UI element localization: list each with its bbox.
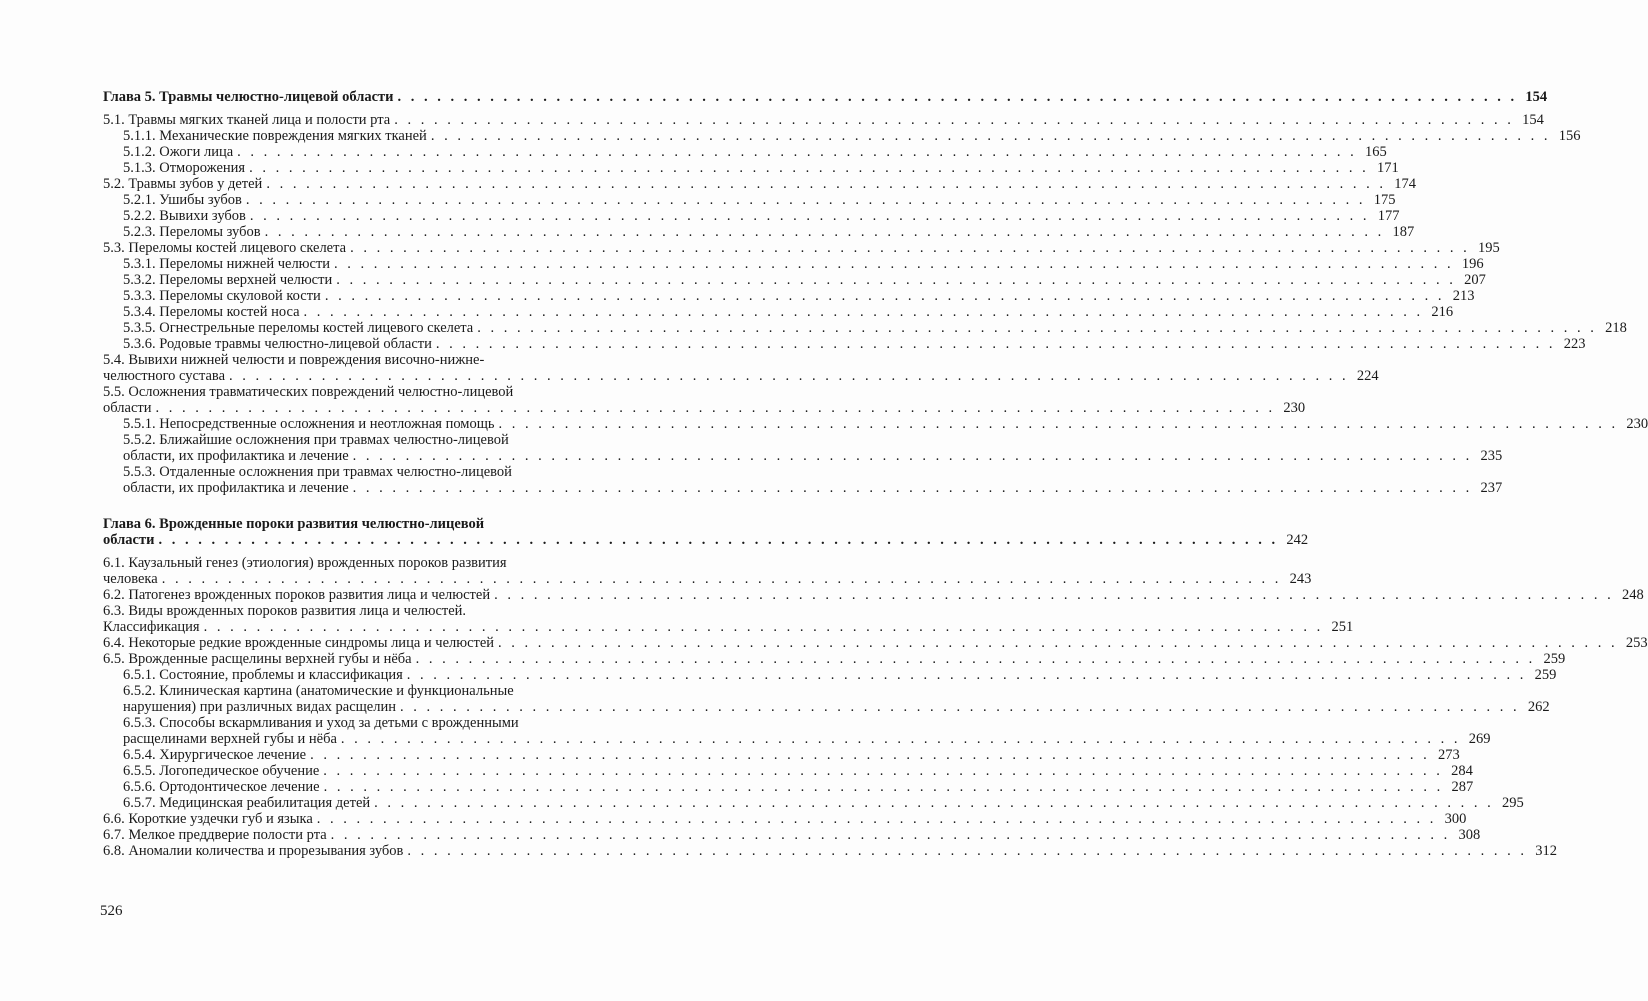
- toc-entry-5-3-4[interactable]: [103, 304, 1454, 320]
- dot-leader: [499, 416, 1619, 432]
- toc-title-line: 6.5.3. Способы вскармливания и уход за детьми с врожденными: [123, 715, 519, 731]
- dot-leader: [350, 240, 1470, 256]
- toc-title-line: области: [103, 400, 152, 416]
- toc-entry-5-5[interactable]: [103, 384, 1306, 416]
- dot-leader: [334, 256, 1454, 272]
- toc-entry-6-1[interactable]: [103, 555, 1312, 587]
- toc-entry-6-8[interactable]: [103, 843, 1558, 859]
- toc-title: 5.3.3. Переломы скуловой кости: [123, 288, 321, 304]
- toc-title: 5.1.3. Отморожения: [123, 160, 246, 176]
- dot-leader: [407, 667, 1527, 683]
- toc-title-line: 5.5. Осложнения травматических повреждений челюстно-лицевой: [103, 384, 514, 400]
- chapter-6-heading[interactable]: [103, 516, 1309, 548]
- toc-title-line: 6.5.2. Клиническая картина (анатомические и функциональные: [123, 683, 514, 699]
- toc-page: 235: [1480, 448, 1503, 464]
- toc-entry-6-5-2[interactable]: [103, 683, 1550, 715]
- toc-title-line: области, их профилактика и лечение: [123, 448, 349, 464]
- toc-title: 5.2.2. Вывихи зубов: [123, 208, 246, 224]
- toc-title-line: нарушения) при различных видах расщелин: [123, 699, 396, 715]
- toc-title: 6.4. Некоторые редкие врожденные синдромы лица и челюстей: [103, 635, 495, 651]
- toc-entry-5-1-1[interactable]: [103, 128, 1581, 144]
- toc-entry-6-5[interactable]: [103, 651, 1566, 667]
- dot-leader: [229, 368, 1349, 384]
- toc-page: 287: [1451, 779, 1474, 795]
- toc-page: 284: [1451, 763, 1473, 779]
- dot-leader: [317, 811, 1437, 827]
- toc-title: 6.8. Аномалии количества и прорезывания зубов: [103, 843, 404, 859]
- dot-leader: [436, 336, 1556, 352]
- toc-title: 6.5.6. Ортодонтическое лечение: [123, 779, 320, 795]
- toc-title: 6.5. Врожденные расщелины верхней губы и нёба: [103, 651, 412, 667]
- dot-leader: [407, 843, 1527, 859]
- dot-leader: [353, 480, 1473, 496]
- toc-title: 5.5.1. Непосредственные осложнения и неотложная помощь: [123, 416, 495, 432]
- toc-title-line: 5.5.3. Отдаленные осложнения при травмах челюстно-лицевой: [123, 464, 512, 480]
- toc-title: 5.3.6. Родовые травмы челюстно-лицевой области: [123, 336, 432, 352]
- toc-title: 5.3.5. Огнестрельные переломы костей лицевого скелета: [123, 320, 474, 336]
- toc-page: 242: [1286, 532, 1309, 548]
- toc-page: 171: [1376, 160, 1399, 176]
- toc-title: Глава 5. Травмы челюстно-лицевой области: [103, 89, 394, 105]
- dot-leader: [155, 400, 1275, 416]
- toc-entry-5-2-1[interactable]: [103, 192, 1396, 208]
- toc-page: 308: [1458, 827, 1481, 843]
- toc-page: 154: [1522, 112, 1544, 128]
- toc-entry-6-5-5[interactable]: [103, 763, 1473, 779]
- toc-entry-6-5-6[interactable]: [103, 779, 1474, 795]
- toc-entry-6-6[interactable]: [103, 811, 1467, 827]
- toc-entry-5-3-3[interactable]: [103, 288, 1475, 304]
- dot-leader: [394, 112, 1514, 128]
- toc-title-line: Глава 6. Врожденные пороки развития челюстно-лицевой: [103, 516, 485, 532]
- dot-leader: [265, 224, 1385, 240]
- toc-title: 5.1.2. Ожоги лица: [123, 144, 234, 160]
- toc-title: 6.5.4. Хирургическое лечение: [123, 747, 307, 763]
- toc-title: 5.3. Переломы костей лицевого скелета: [103, 240, 347, 256]
- toc-title: 5.3.2. Переломы верхней челюсти: [123, 272, 333, 288]
- dot-leader: [498, 635, 1618, 651]
- toc-page: 237: [1480, 480, 1503, 496]
- toc-title-line: Классификация: [103, 619, 200, 635]
- toc-page: 175: [1373, 192, 1396, 208]
- toc-entry-5-2-2[interactable]: [103, 208, 1400, 224]
- toc-entry-6-4[interactable]: [103, 635, 1648, 651]
- dot-leader: [416, 651, 1536, 667]
- dot-leader: [494, 587, 1614, 603]
- dot-leader: [341, 731, 1461, 747]
- dot-leader: [158, 532, 1278, 548]
- toc-page: 174: [1394, 176, 1416, 192]
- dot-leader: [162, 571, 1282, 587]
- dot-leader: [323, 763, 1443, 779]
- toc-page: 259: [1534, 667, 1557, 683]
- toc-page: 251: [1331, 619, 1354, 635]
- toc-entry-5-3[interactable]: [103, 240, 1500, 256]
- toc-title-line: 6.1. Каузальный генез (этиология) врожденных пороков развития: [103, 555, 507, 571]
- toc-entry-5-5-2[interactable]: [103, 432, 1503, 464]
- toc-page: 230: [1283, 400, 1306, 416]
- toc-title-line: челюстного сустава: [103, 368, 226, 384]
- toc-title-line: человека: [103, 571, 158, 587]
- dot-leader: [336, 272, 1456, 288]
- toc-title: 6.7. Мелкое преддверие полости рта: [103, 827, 327, 843]
- dot-leader: [204, 619, 1324, 635]
- toc-page: 207: [1464, 272, 1486, 288]
- toc-page: 273: [1437, 747, 1460, 763]
- toc-page: 213: [1452, 288, 1475, 304]
- toc-page: 216: [1431, 304, 1454, 320]
- dot-leader: [324, 779, 1444, 795]
- dot-leader: [331, 827, 1451, 843]
- toc-title: 5.2. Травмы зубов у детей: [103, 176, 263, 192]
- toc-title: 5.1.1. Механические повреждения мягких тканей: [123, 128, 427, 144]
- toc-entry-6-7[interactable]: [103, 827, 1481, 843]
- toc-entry-6-5-1[interactable]: [103, 667, 1557, 683]
- toc-page: 262: [1527, 699, 1550, 715]
- toc-page: 224: [1356, 368, 1379, 384]
- toc-page: 243: [1289, 571, 1312, 587]
- chapter-5-heading[interactable]: [103, 89, 1548, 105]
- page-number: 526: [100, 903, 123, 919]
- toc-entry-6-5-7[interactable]: [103, 795, 1524, 811]
- toc-page: 195: [1477, 240, 1500, 256]
- toc-title: 5.2.1. Ушибы зубов: [123, 192, 242, 208]
- dot-leader: [310, 747, 1430, 763]
- toc-entry-5-1[interactable]: [103, 112, 1544, 128]
- toc-page: 218: [1605, 320, 1627, 336]
- dot-leader: [353, 448, 1473, 464]
- toc-title: 6.5.1. Состояние, проблемы и классификация: [123, 667, 403, 683]
- toc-title: 5.2.3. Переломы зубов: [123, 224, 261, 240]
- toc-entry-6-2[interactable]: [103, 587, 1644, 603]
- toc-page: 156: [1558, 128, 1581, 144]
- toc-entry-5-2-3[interactable]: [103, 224, 1415, 240]
- toc-title-line: области: [103, 532, 155, 548]
- toc-title-line: 6.3. Виды врожденных пороков развития лица и челюстей.: [103, 603, 467, 619]
- toc-entry-5-1-3[interactable]: [103, 160, 1399, 176]
- toc-entry-5-5-1[interactable]: [103, 416, 1648, 432]
- dot-leader: [398, 89, 1518, 105]
- toc-entry-5-3-6[interactable]: [103, 336, 1586, 352]
- toc-page: 253: [1625, 635, 1648, 651]
- toc-title: 5.3.1. Переломы нижней челюсти: [123, 256, 331, 272]
- toc-page: 269: [1468, 731, 1491, 747]
- toc-page: 312: [1535, 843, 1558, 859]
- toc-title-line: 5.5.2. Ближайшие осложнения при травмах челюстно-лицевой: [123, 432, 509, 448]
- dot-leader: [250, 208, 1370, 224]
- table-of-contents: [103, 89, 1648, 859]
- toc-title-line: 5.4. Вывихи нижней челюсти и повреждения височно-нижне-: [103, 352, 485, 368]
- toc-page: 230: [1626, 416, 1648, 432]
- toc-page: 165: [1365, 144, 1387, 160]
- toc-entry-5-4[interactable]: [103, 352, 1379, 384]
- toc-page: 259: [1543, 651, 1566, 667]
- toc-entry-6-5-4[interactable]: [103, 747, 1460, 763]
- toc-entry-5-2[interactable]: [103, 176, 1416, 192]
- toc-title-line: расщелинами верхней губы и нёба: [123, 731, 337, 747]
- toc-title-line: области, их профилактика и лечение: [123, 480, 349, 496]
- dot-leader: [304, 304, 1424, 320]
- toc-entry-5-1-2[interactable]: [103, 144, 1387, 160]
- toc-title: 5.1. Травмы мягких тканей лица и полости рта: [103, 112, 391, 128]
- dot-leader: [431, 128, 1551, 144]
- dot-leader: [477, 320, 1597, 336]
- dot-leader: [246, 192, 1366, 208]
- toc-entry-5-5-3[interactable]: [103, 464, 1503, 496]
- dot-leader: [374, 795, 1494, 811]
- toc-title: 5.3.4. Переломы костей носа: [123, 304, 300, 320]
- toc-entry-6-5-3[interactable]: [103, 715, 1491, 747]
- toc-title: 6.6. Короткие уздечки губ и языка: [103, 811, 313, 827]
- toc-page: 295: [1502, 795, 1524, 811]
- dot-leader: [249, 160, 1369, 176]
- toc-entry-5-3-5[interactable]: [103, 320, 1627, 336]
- toc-page: 248: [1621, 587, 1644, 603]
- toc-title: 6.2. Патогенез врожденных пороков развития лица и челюстей: [103, 587, 491, 603]
- dot-leader: [325, 288, 1445, 304]
- toc-page: 196: [1461, 256, 1484, 272]
- toc-page: 223: [1563, 336, 1586, 352]
- toc-entry-5-3-1[interactable]: [103, 256, 1484, 272]
- toc-page: 300: [1444, 811, 1467, 827]
- toc-page: 154: [1525, 89, 1548, 105]
- toc-title: 6.5.7. Медицинская реабилитация детей: [123, 795, 371, 811]
- dot-leader: [237, 144, 1357, 160]
- toc-page: 187: [1392, 224, 1415, 240]
- dot-leader: [266, 176, 1386, 192]
- toc-page: 177: [1377, 208, 1400, 224]
- toc-entry-6-3[interactable]: [103, 603, 1354, 635]
- toc-entry-5-3-2[interactable]: [103, 272, 1486, 288]
- toc-title: 6.5.5. Логопедическое обучение: [123, 763, 320, 779]
- dot-leader: [400, 699, 1520, 715]
